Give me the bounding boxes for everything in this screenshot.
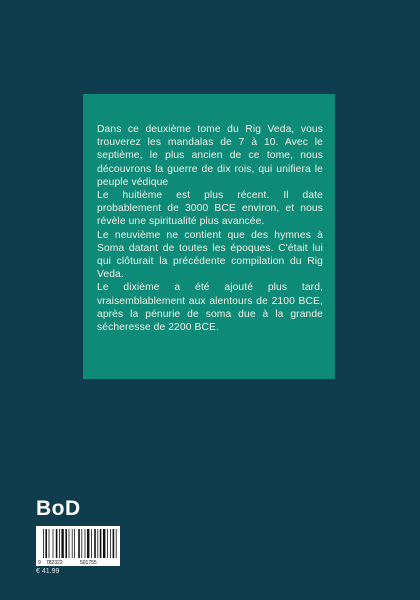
barcode-bar: [107, 529, 108, 558]
barcode-bar: [61, 529, 63, 558]
barcode-bar: [45, 529, 47, 558]
barcode-bar: [49, 529, 50, 558]
blurb-paragraph-4: Le dixième a été ajouté plus tard, vraisemblablement aux alentours de 2100 BCE, après la pénurie de soma due à la grande sécheresse de 2200 BCE.: [97, 282, 323, 334]
barcode-bar: [72, 529, 73, 558]
barcode-bar: [113, 529, 115, 558]
blurb-paragraph-1: Dans ce deuxième tome du Rig Veda, vous trouverez les mandalas de 7 à 10. Avec le septième, le plus ancien de ce tome, nous découvrons la guerre de dix rois, qui unifiera le peuple védique: [97, 124, 323, 188]
barcode-bar: [85, 529, 86, 558]
barcode-bar: [56, 529, 58, 558]
barcode-bar: [103, 529, 105, 558]
barcode-bar: [91, 529, 92, 558]
publisher-logo: BoD: [36, 497, 81, 520]
barcode-bar: [69, 529, 70, 558]
barcode-bar: [78, 529, 80, 558]
blurb-panel: [83, 94, 335, 379]
barcode-bar: [97, 529, 98, 558]
barcode-bar: [65, 529, 67, 558]
barcode-bar: [94, 529, 96, 558]
price-label: € 41.99: [36, 568, 60, 575]
barcode-digits-right: 501755: [80, 560, 97, 566]
barcode-bar: [43, 529, 44, 558]
barcode-graphic: [36, 526, 120, 566]
barcode-bar: [116, 529, 117, 558]
blurb-paragraph-2: Le huitième est plus récent. Il date probablement de 3000 BCE environ, et nous révèle une spiritualité plus avancée.: [97, 190, 323, 228]
blurb-text: [97, 123, 323, 334]
barcode-bar: [100, 529, 102, 558]
barcode-bar: [53, 529, 54, 558]
barcode-bar: [74, 529, 75, 558]
barcode-bar: [59, 529, 60, 558]
barcode-bar: [110, 529, 111, 558]
blurb-paragraph-3: Le neuvième ne contient que des hymnes à Soma datant de toutes les époques. C'était lui qui clôturait la précédente compilation du Rig Veda.: [97, 229, 323, 281]
isbn-barcode: [36, 526, 120, 566]
barcode-bar: [81, 529, 82, 558]
barcode-digits-mid: 782322: [46, 560, 63, 566]
barcode-bar: [87, 529, 89, 558]
barcode-digit-left: 9: [38, 560, 41, 566]
